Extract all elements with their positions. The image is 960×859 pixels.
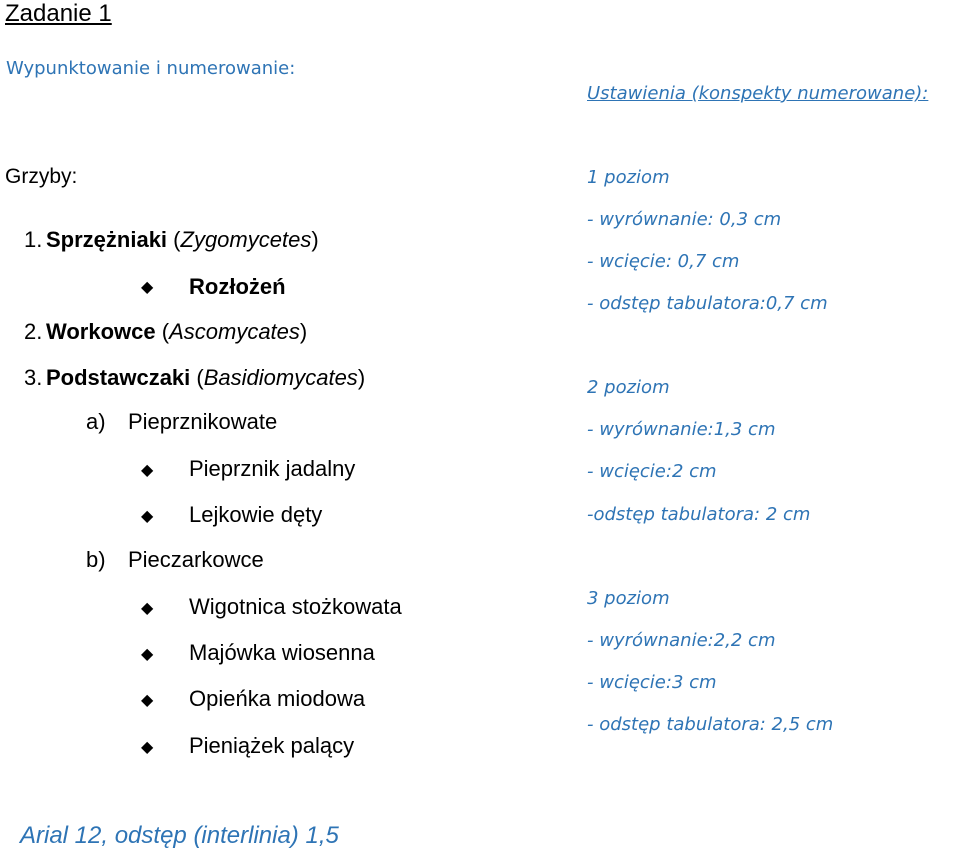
list-number: 2. (24, 319, 43, 344)
section-label: Grzyby: (5, 165, 78, 188)
list-subitem: Wigotnica stożkowata (189, 594, 402, 619)
level1-align: - wyrównanie: 0,3 cm (587, 209, 782, 230)
level2-indent: - wcięcie:2 cm (587, 461, 717, 482)
level3-indent: - wcięcie:3 cm (587, 672, 717, 693)
list-subitem: Pieprznik jadalny (189, 456, 356, 481)
latin-name: Ascomycates (169, 319, 300, 344)
diamond-bullet-icon: ◆ (141, 646, 154, 663)
paren-close: ) (311, 227, 319, 252)
paren-open: ( (190, 365, 204, 390)
page-title: Zadanie 1 (5, 0, 112, 27)
level1-tab: - odstęp tabulatora:0,7 cm (587, 293, 828, 314)
level2-heading: 2 poziom (587, 377, 670, 398)
list-subitem-name: Pieprznikowate (128, 409, 278, 434)
list-subitem: Rozłożeń (189, 274, 286, 299)
paren-open: ( (155, 319, 170, 344)
list-subitem-b (86, 547, 264, 573)
diamond-bullet-icon: ◆ (141, 508, 154, 525)
subtitle: Wypunktowanie i numerowanie: (6, 58, 296, 79)
paren-close: ) (299, 319, 308, 344)
list-item-1 (24, 227, 319, 253)
footer-note: Arial 12, odstęp (interlinia) 1,5 (20, 822, 339, 849)
list-item-name: Sprzężniaki (46, 227, 168, 252)
list-subitem-name: Pieczarkowce (128, 547, 264, 572)
list-item-3 (24, 365, 365, 391)
list-item-name: Workowce (46, 319, 156, 344)
settings-heading: Ustawienia (konspekty numerowane): (587, 83, 929, 104)
level3-heading: 3 poziom (587, 588, 670, 609)
diamond-bullet-icon: ◆ (141, 600, 154, 617)
diamond-bullet-icon: ◆ (141, 692, 154, 709)
level1-indent: - wcięcie: 0,7 cm (587, 251, 740, 272)
latin-name: Zygomycetes (180, 227, 312, 252)
list-subitem: Pieniążek palący (189, 733, 355, 758)
level3-tab: - odstęp tabulatora: 2,5 cm (587, 714, 834, 735)
diamond-bullet-icon: ◆ (141, 462, 154, 479)
list-subitem: Majówka wiosenna (189, 640, 375, 665)
list-number: 3. (24, 365, 43, 390)
paren-open: ( (167, 227, 181, 252)
level3-align: - wyrównanie:2,2 cm (587, 630, 776, 651)
paren-close: ) (357, 365, 366, 390)
level2-tab: -odstęp tabulatora: 2 cm (587, 504, 811, 525)
list-subitem: Lejkowie dęty (189, 502, 323, 527)
list-number: 1. (24, 227, 43, 252)
diamond-bullet-icon: ◆ (141, 279, 154, 296)
level2-align: - wyrównanie:1,3 cm (587, 419, 776, 440)
list-letter: a) (86, 409, 106, 434)
list-item-2 (24, 319, 307, 345)
list-item-name: Podstawczaki (46, 365, 191, 390)
list-letter: b) (86, 547, 106, 572)
list-subitem: Opieńka miodowa (189, 686, 366, 711)
diamond-bullet-icon: ◆ (141, 739, 154, 756)
list-subitem-a (86, 409, 277, 435)
level1-heading: 1 poziom (587, 167, 670, 188)
latin-name: Basidiomycates (203, 365, 358, 390)
